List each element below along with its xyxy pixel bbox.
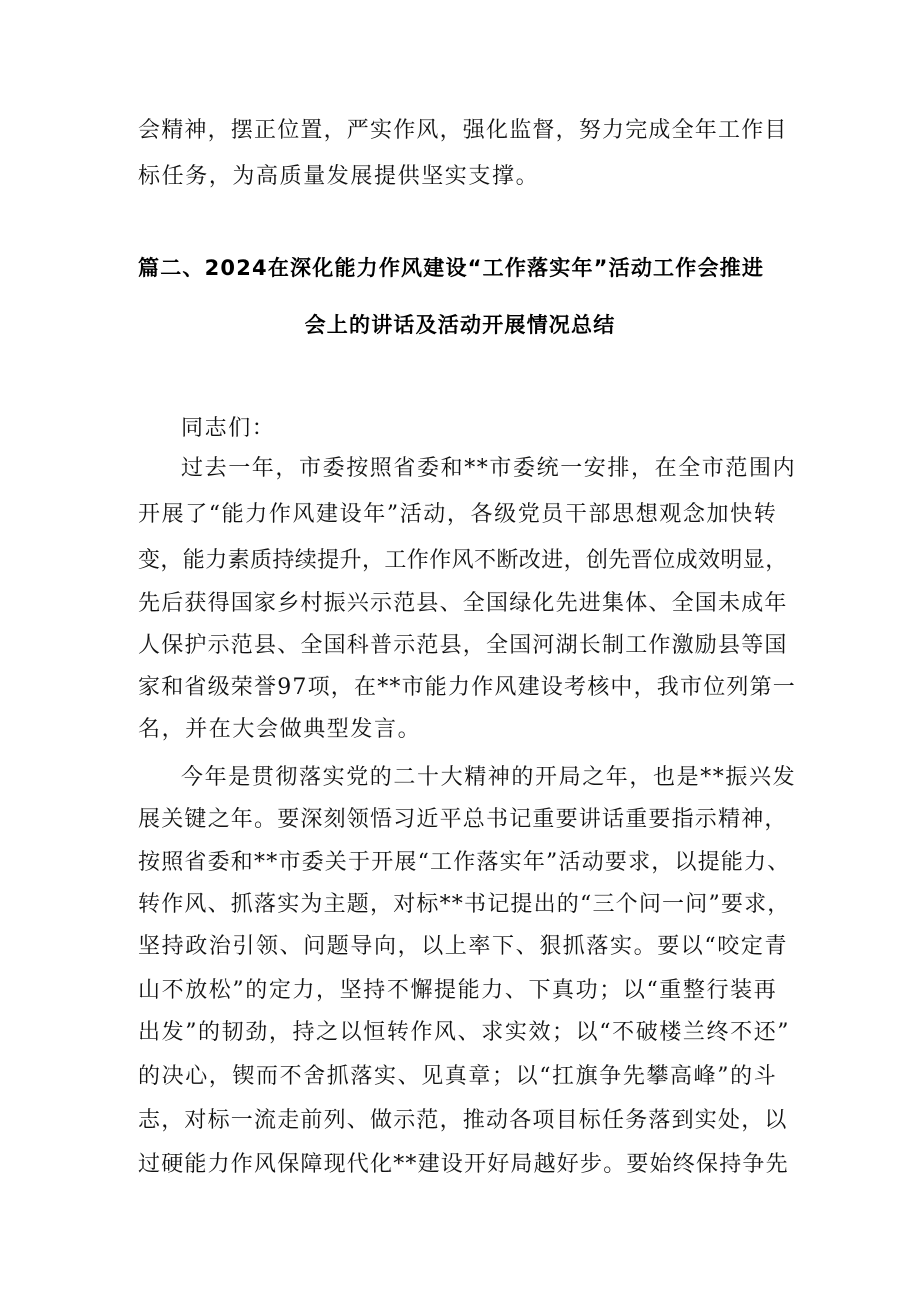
paragraph2-line-9: 志，对标一流走前列、做示范，推动各项目标任务落到实处，以 (138, 1108, 788, 1133)
paragraph2-line-5: 坚持政治引领、问题导向，以上率下、狠抓落实。要以“咬定青 (138, 934, 789, 959)
paragraph2-line-8: 的决心，锲而不舍抓落实、见真章；以“扛旗争先攀高峰”的斗 (138, 1064, 778, 1089)
paragraph1-line-4: 先后获得国家乡村振兴示范县、全国绿化先进集体、全国未成年 (138, 591, 788, 616)
salutation: 同志们： (181, 416, 276, 441)
paragraph1-line-2: 开展了“能力作风建设年”活动，各级党员干部思想观念加快转 (138, 502, 778, 527)
paragraph2-line-4: 转作风、抓落实为主题，对标**书记提出的“三个问一问”要求， (138, 892, 791, 917)
paragraph2-line-1: 今年是贯彻落实党的二十大精神的开局之年，也是**振兴发 (181, 765, 797, 790)
paragraph2-line-7: 出发”的韧劲，持之以恒转作风、求实效；以“不破楼兰终不还” (138, 1020, 791, 1045)
intro-line-1: 会精神，摆正位置，严实作风，强化监督，努力完成全年工作目 (138, 118, 788, 143)
paragraph1-line-3: 变，能力素质持续提升，工作作风不断改进，创先晋位成效明显， (138, 548, 788, 573)
paragraph1-line-6: 家和省级荣誉97项，在**市能力作风建设考核中，我市位列第一 (138, 675, 796, 700)
paragraph2-line-2: 展关键之年。要深刻领悟习近平总书记重要讲话重要指示精神， (138, 807, 788, 832)
paragraph2-line-3: 按照省委和**市委关于开展“工作落实年”活动要求，以提能力、 (138, 850, 791, 875)
intro-line-2: 标任务，为高质量发展提供坚实支撑。 (138, 164, 540, 189)
paragraph2-line-6: 山不放松”的定力，坚持不懈提能力、下真功；以“重整行装再 (138, 978, 778, 1003)
paragraph1-line-5: 人保护示范县、全国科普示范县，全国河湖长制工作激励县等国 (138, 633, 788, 658)
paragraph2-line-10: 过硬能力作风保障现代化**建设开好局越好步。要始终保持争先 (138, 1152, 789, 1177)
paragraph1-line-1: 过去一年，市委按照省委和**市委统一安排，在全市范围内 (181, 456, 797, 481)
section-title-line-2: 会上的讲话及活动开展情况总结 (304, 313, 616, 337)
section-title-line-1: 篇二、2024在深化能力作风建设“工作落实年”活动工作会推进 (138, 256, 765, 280)
paragraph1-line-7: 名，并在大会做典型发言。 (138, 717, 422, 742)
